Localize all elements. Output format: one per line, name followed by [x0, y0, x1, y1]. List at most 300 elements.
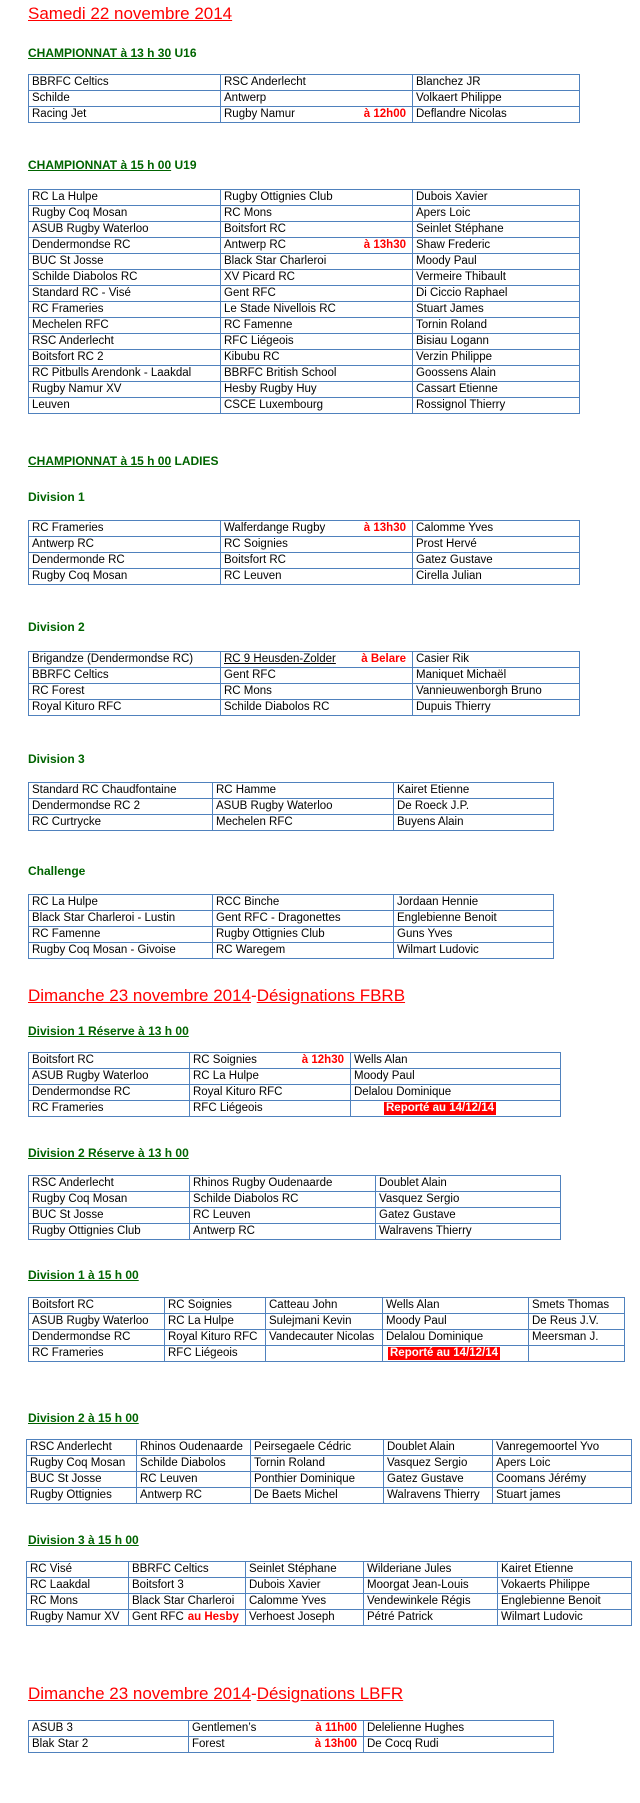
away-team: Schilde Diabolos RC — [190, 1192, 376, 1208]
home-team: Schilde — [29, 91, 221, 107]
assistant-2: Coomans Jérémy — [493, 1472, 632, 1488]
d1-table — [28, 1297, 625, 1362]
assistant-1: Gatez Gustave — [384, 1472, 493, 1488]
referee — [246, 1610, 364, 1626]
away-team — [129, 1562, 246, 1578]
table-row — [29, 350, 580, 366]
referee — [413, 91, 580, 107]
table-row — [29, 553, 580, 569]
away-team-name: Gent RFC — [224, 669, 276, 681]
home-team: RC La Hulpe — [29, 895, 213, 911]
home-team: Dendermondse RC — [29, 238, 221, 254]
res2-table — [28, 1175, 561, 1240]
table-row — [27, 1562, 632, 1578]
referee — [413, 668, 580, 684]
away-team — [189, 1737, 364, 1753]
table-row — [29, 700, 580, 716]
home-team: ASUB Rugby Waterloo — [29, 1069, 190, 1085]
home-team-name: Dendermondse RC — [32, 1331, 131, 1343]
referee-name: Dubois Xavier — [249, 1579, 321, 1591]
sunday-lbfr-date: Dimanche 23 novembre 2014 — [28, 1684, 252, 1703]
referee — [351, 1085, 561, 1101]
away-team — [221, 107, 413, 123]
table-row — [29, 1069, 561, 1085]
away-team: Gent RFC - Dragonettes — [213, 911, 394, 927]
away-team-name: CSCE Luxembourg — [224, 399, 324, 411]
away-team-name: Schilde Diabolos RC — [224, 701, 330, 713]
away-team: ASUB Rugby Waterloo — [213, 799, 394, 815]
table-row — [27, 1610, 632, 1626]
referee — [413, 318, 580, 334]
referee: Buyens Alain — [394, 815, 554, 831]
d2-table — [26, 1439, 632, 1504]
assistant-2-name: Smets Thomas — [532, 1299, 610, 1311]
away-team: Antwerp RC — [190, 1224, 376, 1240]
referee — [413, 270, 580, 286]
table-row — [27, 1578, 632, 1594]
home-team — [29, 1298, 165, 1314]
referee-name: Rossignol Thierry — [416, 399, 506, 411]
away-team — [129, 1594, 246, 1610]
u16-category: U16 — [174, 46, 197, 60]
assistant-1-name: Wilderiane Jules — [367, 1563, 452, 1575]
referee — [351, 1069, 561, 1085]
referee-name: Tornin Roland — [416, 319, 487, 331]
home-team: Racing Jet — [29, 107, 221, 123]
home-team — [27, 1594, 129, 1610]
table-row — [29, 318, 580, 334]
referee-name: Catteau John — [269, 1299, 338, 1311]
venue-note: au Hesby — [187, 1611, 239, 1623]
table-row — [29, 521, 580, 537]
referee-name: Dubois Xavier — [416, 191, 488, 203]
home-team: RC Famenne — [29, 927, 213, 943]
home-team: Dendermonde RC — [29, 553, 221, 569]
referee — [364, 1737, 554, 1753]
home-team-name: Boitsfort RC — [32, 1299, 94, 1311]
away-team — [221, 652, 413, 668]
referee — [246, 1562, 364, 1578]
ladies-div2-table — [28, 651, 580, 716]
home-team: Rugby Ottignies — [27, 1488, 137, 1504]
referee-name: Prost Hervé — [416, 538, 477, 550]
ladies-div1-table — [28, 520, 580, 585]
table-row — [29, 895, 554, 911]
away-team — [165, 1314, 266, 1330]
away-team-name: RC Famenne — [224, 319, 293, 331]
assistant-2 — [498, 1578, 632, 1594]
assistant-1-name: Vendewinkele Régis — [367, 1595, 471, 1607]
away-team — [165, 1298, 266, 1314]
ladies-div3-heading: Division 3 — [28, 752, 85, 766]
kickoff-note: à 13h30 — [363, 239, 406, 251]
assistant-2: Apers Loic — [493, 1456, 632, 1472]
home-team: BUC St Josse — [27, 1472, 137, 1488]
u16-table — [28, 74, 580, 123]
home-team: Standard RC Chaudfontaine — [29, 783, 213, 799]
away-team-name: Forest — [192, 1738, 225, 1750]
referee-name: Vermeire Thibault — [416, 271, 506, 283]
home-team — [27, 1610, 129, 1626]
table-row — [29, 668, 580, 684]
table-row — [27, 1456, 632, 1472]
home-team: RC Curtrycke — [29, 815, 213, 831]
sunday-fbrb-label: Désignations FBRB — [256, 986, 406, 1005]
away-team — [129, 1610, 246, 1626]
referee — [413, 521, 580, 537]
table-row — [29, 302, 580, 318]
table-row — [29, 190, 580, 206]
home-team: Mechelen RFC — [29, 318, 221, 334]
d3-table — [26, 1561, 632, 1626]
away-team — [221, 318, 413, 334]
challenge-heading: Challenge — [28, 864, 86, 878]
referee-name: Shaw Frederic — [416, 239, 491, 251]
referee-name: Seinlet Stéphane — [249, 1563, 337, 1575]
away-team — [221, 366, 413, 382]
assistant-2 — [498, 1610, 632, 1626]
referee — [246, 1578, 364, 1594]
assistant-1 — [383, 1298, 529, 1314]
assistant-2: Stuart james — [493, 1488, 632, 1504]
home-team: Rugby Coq Mosan — [27, 1456, 137, 1472]
referee: De Roeck J.P. — [394, 799, 554, 815]
away-team-name: Antwerp RC — [224, 239, 286, 251]
ladies-div3-table — [28, 782, 554, 831]
d3-heading: Division 3 à 15 h 00 — [28, 1533, 139, 1547]
away-team: RC Leuven — [190, 1208, 376, 1224]
assistant-1: Vasquez Sergio — [384, 1456, 493, 1472]
referee — [351, 1101, 561, 1117]
sunday-lbfr-title — [28, 1684, 403, 1704]
home-team: Brigandze (Dendermondse RC) — [29, 652, 221, 668]
referee — [413, 302, 580, 318]
away-team — [129, 1578, 246, 1594]
table-row — [29, 238, 580, 254]
home-team: RC La Hulpe — [29, 190, 221, 206]
referee — [266, 1346, 383, 1362]
away-team — [221, 569, 413, 585]
home-team-name: ASUB Rugby Waterloo — [32, 1315, 149, 1327]
referee — [413, 206, 580, 222]
referee: Doublet Alain — [376, 1176, 561, 1192]
referee: Ponthier Dominique — [251, 1472, 384, 1488]
sunday-lbfr-separator: - — [251, 1684, 257, 1703]
away-team — [190, 1085, 351, 1101]
referee — [413, 700, 580, 716]
away-team — [221, 537, 413, 553]
referee — [413, 107, 580, 123]
table-row — [29, 537, 580, 553]
assistant-1-name: Moody Paul — [386, 1315, 447, 1327]
home-team-name: RC Visé — [30, 1563, 72, 1575]
away-team — [221, 254, 413, 270]
away-team — [221, 206, 413, 222]
away-team-name: RFC Liégeois — [224, 335, 294, 347]
home-team — [29, 1314, 165, 1330]
table-row — [29, 91, 580, 107]
assistant-1-name: Delalou Dominique — [386, 1331, 484, 1343]
table-row — [27, 1594, 632, 1610]
table-row — [29, 206, 580, 222]
away-team — [221, 350, 413, 366]
referee — [413, 652, 580, 668]
res1-table — [28, 1052, 561, 1117]
saturday-title: Samedi 22 novembre 2014 — [28, 4, 233, 23]
sunday-fbrb-date: Dimanche 23 novembre 2014 — [28, 986, 252, 1005]
table-row — [29, 1721, 554, 1737]
away-team — [221, 302, 413, 318]
referee: De Baets Michel — [251, 1488, 384, 1504]
table-row — [29, 815, 554, 831]
assistant-1 — [364, 1578, 498, 1594]
assistant-1: Doublet Alain — [384, 1440, 493, 1456]
away-team-name: Boitsfort RC — [224, 554, 286, 566]
home-team: ASUB Rugby Waterloo — [29, 222, 221, 238]
away-team — [221, 190, 413, 206]
table-row — [29, 334, 580, 350]
table-row — [27, 1440, 632, 1456]
away-team-name: Boitsfort 3 — [132, 1579, 184, 1591]
assistant-1 — [383, 1314, 529, 1330]
away-team-name: Black Star Charleroi — [132, 1595, 235, 1607]
away-team — [221, 398, 413, 414]
home-team: RSC Anderlecht — [27, 1440, 137, 1456]
assistant-2 — [498, 1562, 632, 1578]
assistant-2: Vanregemoortel Yvo — [493, 1440, 632, 1456]
home-team: Rugby Coq Mosan — [29, 1192, 190, 1208]
referee-name: Sulejmani Kevin — [269, 1315, 352, 1327]
postponed-badge: Reporté au 14/12/14 — [390, 1347, 499, 1359]
table-row — [29, 398, 580, 414]
referee-name: De Cocq Rudi — [367, 1738, 439, 1750]
referee-name: Moody Paul — [354, 1070, 415, 1082]
away-team: Antwerp RC — [137, 1488, 251, 1504]
referee-name: Vandecauter Nicolas — [269, 1331, 375, 1343]
home-team: Rugby Coq Mosan — [29, 206, 221, 222]
referee: Guns Yves — [394, 927, 554, 943]
home-team: Rugby Coq Mosan — [29, 569, 221, 585]
referee-name: Maniquet Michaël — [416, 669, 507, 681]
home-team — [29, 1330, 165, 1346]
challenge-table — [28, 894, 554, 959]
away-team-name: RC 9 Heusden-Zolder — [224, 653, 336, 665]
kickoff-note: à 12h30 — [301, 1054, 344, 1066]
lbfr-table — [28, 1720, 554, 1753]
referee — [413, 569, 580, 585]
u16-heading-text: CHAMPIONNAT à 13 h 30 — [28, 46, 172, 60]
home-team: RC Forest — [29, 684, 221, 700]
referee — [413, 254, 580, 270]
home-team: BBRFC Celtics — [29, 668, 221, 684]
away-team — [190, 1101, 351, 1117]
away-team-name: Gent RFC — [132, 1611, 184, 1623]
away-team: RCC Binche — [213, 895, 394, 911]
away-team-name: Gentlemen’s — [192, 1722, 257, 1734]
table-row — [29, 1192, 561, 1208]
assistant-2-name: Meersman J. — [532, 1331, 599, 1343]
assistant-1 — [364, 1610, 498, 1626]
table-row — [29, 1314, 625, 1330]
assistant-2 — [529, 1346, 625, 1362]
home-team: Dendermondse RC — [29, 1085, 190, 1101]
referee — [413, 398, 580, 414]
home-team: Rugby Coq Mosan - Givoise — [29, 943, 213, 959]
referee — [351, 1053, 561, 1069]
away-team — [221, 238, 413, 254]
away-team — [190, 1053, 351, 1069]
home-team — [27, 1562, 129, 1578]
referee — [413, 537, 580, 553]
referee — [246, 1594, 364, 1610]
ladies-category: LADIES — [174, 454, 219, 468]
away-team: RC Waregem — [213, 943, 394, 959]
referee — [413, 222, 580, 238]
referee: Englebienne Benoit — [394, 911, 554, 927]
referee: Peirsegaele Cédric — [251, 1440, 384, 1456]
referee-name: Gatez Gustave — [416, 554, 493, 566]
away-team-name: RC Soignies — [193, 1054, 257, 1066]
referee: Jordaan Hennie — [394, 895, 554, 911]
sunday-fbrb-separator: - — [251, 986, 257, 1005]
away-team — [165, 1330, 266, 1346]
assistant-2 — [529, 1330, 625, 1346]
away-team-name: RFC Liégeois — [193, 1102, 263, 1114]
referee — [413, 366, 580, 382]
referee-name: Seinlet Stéphane — [416, 223, 504, 235]
home-team: Rugby Ottignies Club — [29, 1224, 190, 1240]
away-team: Schilde Diabolos — [137, 1456, 251, 1472]
referee: Vasquez Sergio — [376, 1192, 561, 1208]
assistant-2-name: Wilmart Ludovic — [501, 1611, 583, 1623]
away-team — [221, 334, 413, 350]
assistant-1: Walravens Thierry — [384, 1488, 493, 1504]
home-team: RSC Anderlecht — [29, 334, 221, 350]
referee — [413, 684, 580, 700]
home-team: RC Frameries — [29, 521, 221, 537]
referee-name: Stuart James — [416, 303, 484, 315]
u19-heading — [28, 158, 197, 172]
referee-name: Wells Alan — [354, 1054, 408, 1066]
away-team-name: RC La Hulpe — [168, 1315, 234, 1327]
u19-table — [28, 189, 580, 414]
referee — [266, 1298, 383, 1314]
home-team: Standard RC - Visé — [29, 286, 221, 302]
res1-heading: Division 1 Réserve à 13 h 00 — [28, 1024, 189, 1038]
table-row — [29, 1053, 561, 1069]
away-team-name: Gent RFC — [224, 287, 276, 299]
table-row — [29, 783, 554, 799]
away-team — [221, 553, 413, 569]
assistant-2-name: De Reus J.V. — [532, 1315, 599, 1327]
assistant-2-name: Kairet Etienne — [501, 1563, 574, 1575]
referee — [413, 350, 580, 366]
away-team: Rhinos Oudenaarde — [137, 1440, 251, 1456]
table-row — [29, 382, 580, 398]
referee-name: Bisiau Logann — [416, 335, 489, 347]
home-team: Blak Star 2 — [29, 1737, 189, 1753]
table-row — [29, 911, 554, 927]
assistant-2-name: Englebienne Benoit — [501, 1595, 601, 1607]
assistant-2 — [529, 1298, 625, 1314]
home-team: RC Frameries — [29, 1101, 190, 1117]
home-team: RC Pitbulls Arendonk - Laakdal — [29, 366, 221, 382]
table-row — [29, 270, 580, 286]
table-row — [29, 75, 580, 91]
away-team-name: Walferdange Rugby — [224, 522, 326, 534]
table-row — [29, 1737, 554, 1753]
home-team: Boitsfort RC 2 — [29, 350, 221, 366]
table-row — [29, 254, 580, 270]
referee — [413, 238, 580, 254]
table-row — [29, 1330, 625, 1346]
table-row — [29, 1101, 561, 1117]
home-team-name: RC Mons — [30, 1595, 78, 1607]
home-team: Royal Kituro RFC — [29, 700, 221, 716]
sunday-lbfr-label: Désignations LBFR — [256, 1684, 404, 1703]
away-team-name: RC Mons — [224, 685, 272, 697]
home-team: Black Star Charleroi - Lustin — [29, 911, 213, 927]
away-team-name: RFC Liégeois — [168, 1347, 238, 1359]
referee-name: Di Ciccio Raphael — [416, 287, 508, 299]
referee: Kairet Etienne — [394, 783, 554, 799]
away-team: RC Leuven — [137, 1472, 251, 1488]
referee: Tornin Roland — [251, 1456, 384, 1472]
referee — [413, 553, 580, 569]
referee — [364, 1721, 554, 1737]
kickoff-note: à Belare — [361, 653, 406, 665]
away-team-name: Rugby Ottignies Club — [224, 191, 333, 203]
home-team — [27, 1578, 129, 1594]
referee-name: Vannieuwenborgh Bruno — [416, 685, 542, 697]
referee-name: Blanchez JR — [416, 76, 481, 88]
referee: Walravens Thierry — [376, 1224, 561, 1240]
away-team — [221, 700, 413, 716]
referee-name: Calomme Yves — [416, 522, 494, 534]
postponed-badge: Reporté au 14/12/14 — [386, 1102, 495, 1114]
referee — [266, 1330, 383, 1346]
away-team — [221, 75, 413, 91]
away-team-name: BBRFC Celtics — [132, 1563, 209, 1575]
table-row — [29, 1208, 561, 1224]
sunday-fbrb-title — [28, 986, 405, 1006]
referee-name: Moody Paul — [416, 255, 477, 267]
table-row — [29, 286, 580, 302]
referee-name: Cassart Etienne — [416, 383, 498, 395]
assistant-1 — [364, 1562, 498, 1578]
table-row — [29, 684, 580, 700]
away-team-name: Royal Kituro RFC — [193, 1086, 283, 1098]
ladies-div1-heading: Division 1 — [28, 490, 85, 504]
table-row — [29, 366, 580, 382]
table-row — [29, 1224, 561, 1240]
referee-name: Casier Rik — [416, 653, 470, 665]
referee-name: Dupuis Thierry — [416, 701, 491, 713]
u19-category: U19 — [174, 158, 197, 172]
referee: Wilmart Ludovic — [394, 943, 554, 959]
away-team-name: Kibubu RC — [224, 351, 280, 363]
kickoff-note: à 11h00 — [315, 1722, 357, 1734]
table-row — [29, 943, 554, 959]
home-team-name: RC Laakdal — [30, 1579, 91, 1591]
table-row — [29, 799, 554, 815]
ladies-div2-heading: Division 2 — [28, 620, 85, 634]
away-team-name: Le Stade Nivellois RC — [224, 303, 336, 315]
away-team — [221, 222, 413, 238]
away-team — [221, 668, 413, 684]
u19-heading-text: CHAMPIONNAT à 15 h 00 — [28, 158, 172, 172]
table-row — [29, 569, 580, 585]
